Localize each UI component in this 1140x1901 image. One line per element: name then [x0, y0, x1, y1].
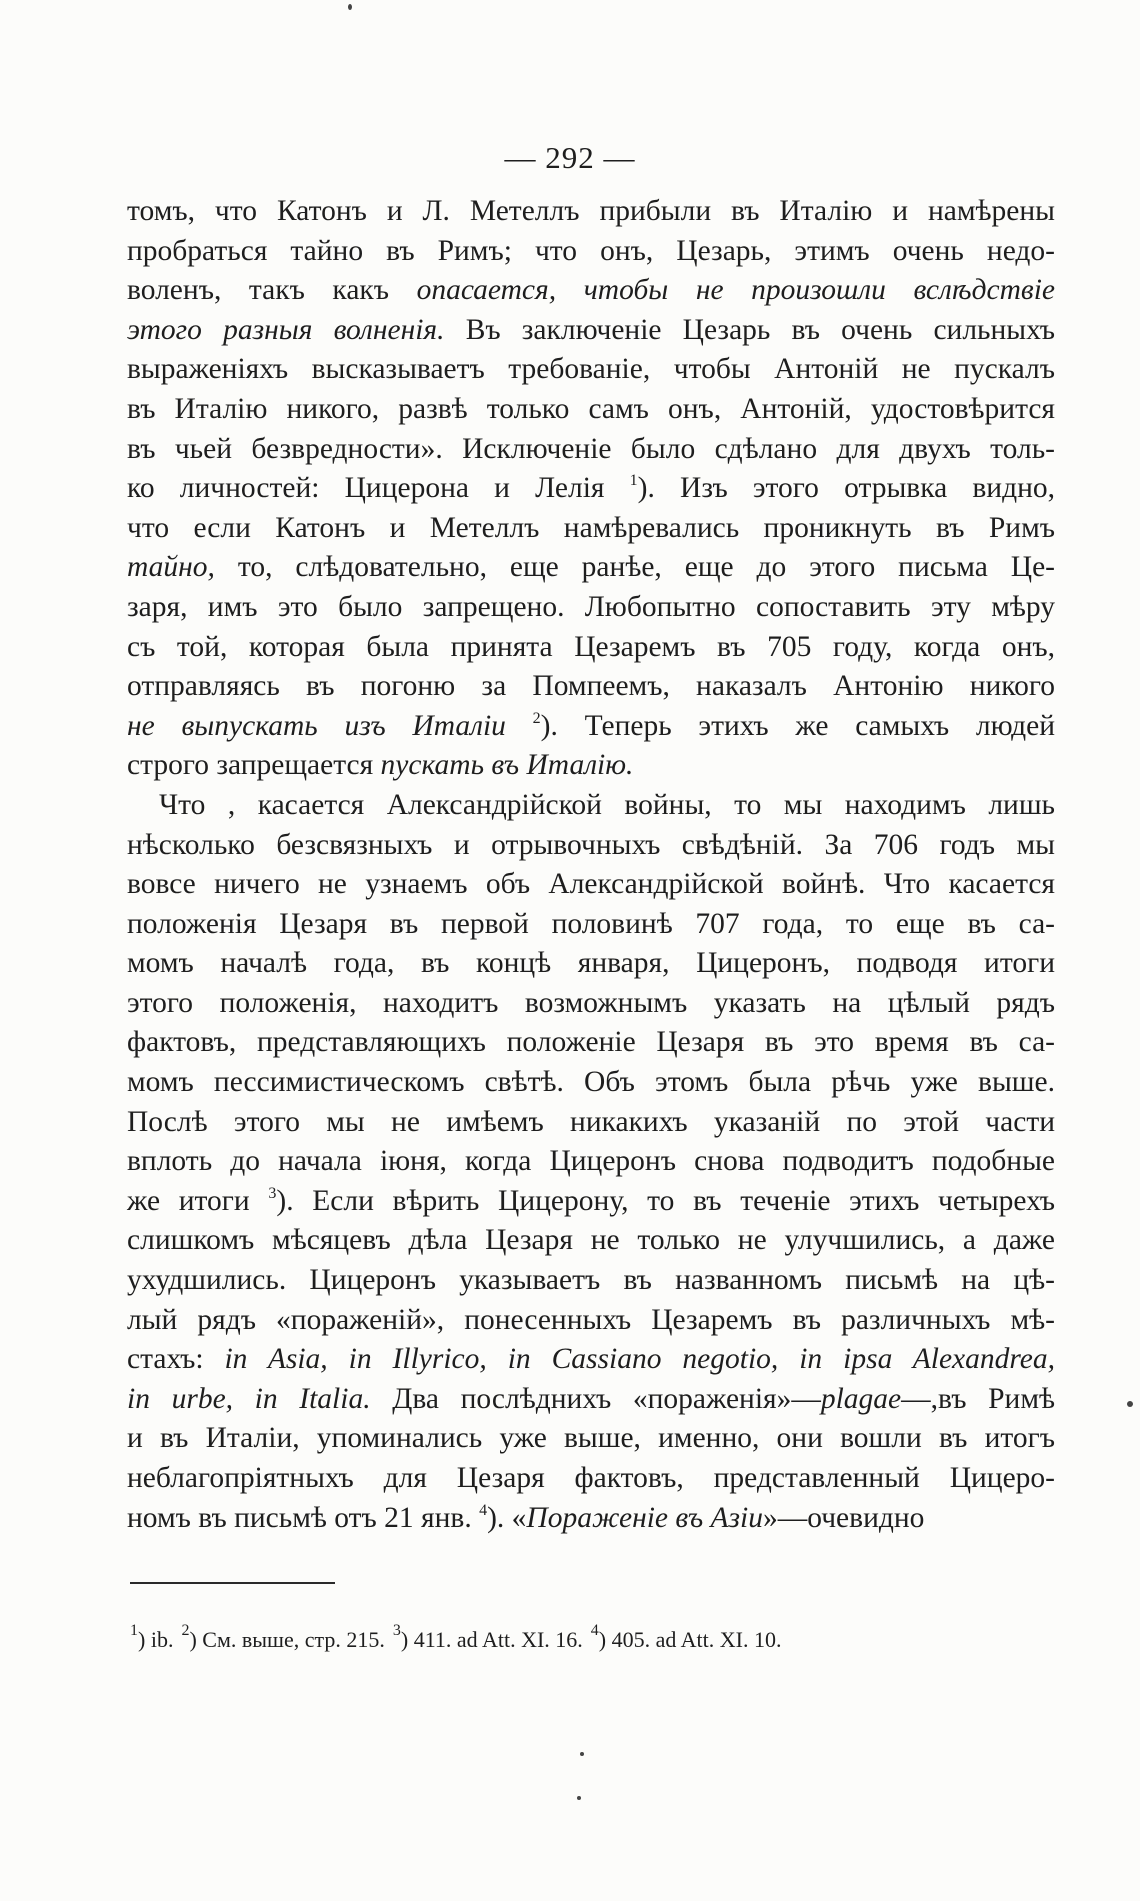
- text-line: [127, 707, 1055, 747]
- footnote-ref: выраженіяхъ высказываетъ требованіе, чтобы Антоній не пускалъ: [127, 353, 1055, 386]
- footnote-item: [181, 1622, 385, 1652]
- text-line: [127, 232, 1055, 272]
- footnote-ref: 2: [532, 709, 541, 727]
- footnote-ref: ко личностей: Цицерона и Лелія: [127, 472, 630, 505]
- footnote-ref: —,въ Римѣ: [901, 1382, 1056, 1415]
- text-run: in urbe, in Italia.: [127, 1382, 371, 1415]
- text-line: [127, 984, 1055, 1024]
- text-line: [127, 350, 1055, 390]
- text-run: тайно,: [127, 551, 215, 584]
- scan-speck: [1127, 1401, 1133, 1407]
- text-line: [127, 905, 1055, 945]
- footnote-ref: 1: [629, 472, 638, 490]
- footnote-ref: фактовъ, представляющихъ положеніе Цезаря въ это время въ са-: [127, 1026, 1055, 1059]
- scan-speck: [348, 4, 352, 10]
- footnote-text: ) См. выше, стр. 215.: [189, 1627, 385, 1652]
- footnote-ref: момъ началѣ года, въ концѣ января, Цицеронъ, подводя итоги: [127, 947, 1055, 980]
- text-line: [127, 588, 1055, 628]
- footnote-ref: Что , касается Александрійской войны, то мы находимъ лишь: [159, 788, 1055, 821]
- footnote-ref: лый рядъ «пораженій», понесенныхъ Цезаремъ въ различныхъ мѣ-: [127, 1303, 1055, 1336]
- footnote-ref: вплоть до начала іюня, когда Цицеронъ снова подводитъ подобные: [127, 1145, 1055, 1178]
- text-line: [127, 509, 1055, 549]
- footnote-ref: отправляясь въ погоню за Помпеемъ, наказалъ Антонію никого: [127, 670, 1055, 703]
- text-run: in Asia, in Illyrico, in Cassiano negotio, in ipsa Alexandrea,: [224, 1343, 1056, 1376]
- footnote-ref: ). Если вѣрить Цицерону, то въ теченіе этихъ четырехъ: [276, 1184, 1055, 1217]
- footnote-ref: то, слѣдовательно, еще ранѣе, еще до этого письма Це-: [214, 551, 1055, 584]
- text-run: опасается, чтобы не произошли вслѣдствіе: [416, 274, 1055, 307]
- footnote-ref: Два послѣднихъ «пораженія»—: [370, 1382, 821, 1415]
- footnote-ref: момъ пессимистическомъ свѣтѣ. Объ этомъ была рѣчь уже выше.: [127, 1066, 1055, 1099]
- text-line: [127, 430, 1055, 470]
- text-line: [127, 1261, 1055, 1301]
- text-line: [127, 1499, 1055, 1539]
- text-line: [127, 1340, 1055, 1380]
- footnote-item: [130, 1622, 174, 1652]
- body-text: [127, 192, 1055, 1538]
- text-line: [127, 469, 1055, 509]
- text-line: [127, 271, 1055, 311]
- text-line: [127, 667, 1055, 707]
- text-line: [127, 1380, 1055, 1420]
- footnote-ref: ). Теперь этихъ же самыхъ людей: [540, 709, 1056, 742]
- footnote-text: ) 405. ad Att. XI. 10.: [598, 1627, 782, 1652]
- footnote-ref: заря, имъ это было запрещено. Любопытно сопоставить эту мѣру: [127, 590, 1055, 623]
- text-line: [127, 1301, 1055, 1341]
- footnote-mark: 2: [181, 1622, 190, 1639]
- text-line: [127, 1063, 1055, 1103]
- footnote-ref: пробраться тайно въ Римъ; что онъ, Цезарь, этимъ очень недо-: [127, 234, 1055, 267]
- footnote-ref: вовсе ничего не узнаемъ объ Александрійской войнѣ. Что касается: [127, 868, 1055, 901]
- footnote-ref: Послѣ этого мы не имѣемъ никакихъ указаній по этой части: [127, 1105, 1055, 1138]
- text-line: [127, 865, 1055, 905]
- page-number: — 292 —: [504, 140, 636, 175]
- text-run: не выпускать изъ Италіи: [127, 709, 506, 742]
- footnote-ref: и въ Италіи, упоминались уже выше, именно, они вошли въ итогъ: [127, 1422, 1055, 1455]
- text-line: [127, 628, 1055, 668]
- text-line: [127, 311, 1055, 351]
- text-run: Пораженіе въ Азіи: [526, 1501, 763, 1534]
- footnote-ref: ухудшились. Цицеронъ указываетъ въ названномъ письмѣ на цѣ-: [127, 1264, 1055, 1297]
- footnote-mark: 4: [590, 1622, 599, 1639]
- footnote-ref: 3: [268, 1184, 277, 1202]
- footnote-ref: слишкомъ мѣсяцевъ дѣла Цезаря не только не улучшились, а даже: [127, 1224, 1055, 1257]
- text-line: [127, 826, 1055, 866]
- text-line: [127, 390, 1055, 430]
- text-line: [127, 1142, 1055, 1182]
- footnote-item: [392, 1622, 583, 1652]
- text-line: [127, 786, 1055, 826]
- text-run: plagae: [820, 1382, 902, 1415]
- footnote-ref: въ чьей безвредности». Исключеніе было сдѣлано для двухъ толь-: [127, 432, 1055, 465]
- footnote-ref: строго запрещается: [127, 749, 381, 782]
- footnote-ref: же итоги: [127, 1184, 269, 1217]
- footnote-ref: нѣсколько безсвязныхъ и отрывочныхъ свѣдѣній. За 706 годъ мы: [127, 828, 1055, 861]
- footnote-ref: ). «: [487, 1501, 527, 1534]
- text-line: [127, 192, 1055, 232]
- footnote-ref: [506, 710, 533, 742]
- footnote-ref: ). Изъ этого отрывка видно,: [637, 472, 1055, 505]
- footnote-text: ) ib.: [138, 1627, 174, 1652]
- footnote-ref: томъ, что Катонъ и Л. Метеллъ прибыли въ Италію и намѣрены: [127, 195, 1055, 227]
- footnote-text: ) 411. ad Att. XI. 16.: [400, 1627, 583, 1652]
- text-line: [127, 1459, 1055, 1499]
- footnote-ref: воленъ, такъ какъ: [127, 274, 417, 307]
- footnote-mark: 3: [392, 1622, 401, 1639]
- text-line: [127, 944, 1055, 984]
- footnotes: [130, 1622, 790, 1653]
- text-line: [127, 1419, 1055, 1459]
- text-run: этого разныя волненія.: [127, 313, 445, 346]
- text-line: [127, 746, 1055, 786]
- footnote-rule: [130, 1582, 335, 1584]
- footnote-ref: Въ заключеніе Цезарь въ очень сильныхъ: [444, 313, 1055, 346]
- footnote-mark: 1: [130, 1622, 138, 1639]
- footnote-ref: положенія Цезаря въ первой половинѣ 707 года, то еще въ са-: [127, 907, 1055, 940]
- footnote-ref: этого положенія, находитъ возможнымъ указать на цѣлый рядъ: [127, 986, 1055, 1019]
- footnote-ref: въ Италію никого, развѣ только самъ онъ, Антоній, удостовѣрится: [127, 392, 1055, 425]
- text-run: пускать въ Италію.: [380, 749, 634, 782]
- footnote-item: [590, 1622, 782, 1652]
- footnote-ref: неблагопріятныхъ для Цезаря фактовъ, представленный Цицеро-: [127, 1462, 1055, 1494]
- footnote-ref: »—очевидно: [762, 1501, 925, 1534]
- scan-speck: [577, 1796, 581, 1800]
- footnote-ref: съ той, которая была принята Цезаремъ въ 705 году, когда онъ,: [127, 630, 1055, 663]
- footnote-ref: 4: [479, 1501, 488, 1519]
- footnote-ref: стахъ:: [127, 1343, 225, 1376]
- text-line: [127, 548, 1055, 588]
- footnote-ref: что если Катонъ и Метеллъ намѣревались проникнуть въ Римъ: [127, 511, 1055, 544]
- text-line: [127, 1103, 1055, 1143]
- scan-speck: [580, 1752, 584, 1756]
- text-line: [127, 1221, 1055, 1261]
- footnote-ref: номъ въ письмѣ отъ 21 янв.: [127, 1501, 480, 1534]
- text-line: [127, 1182, 1055, 1222]
- text-line: [127, 1023, 1055, 1063]
